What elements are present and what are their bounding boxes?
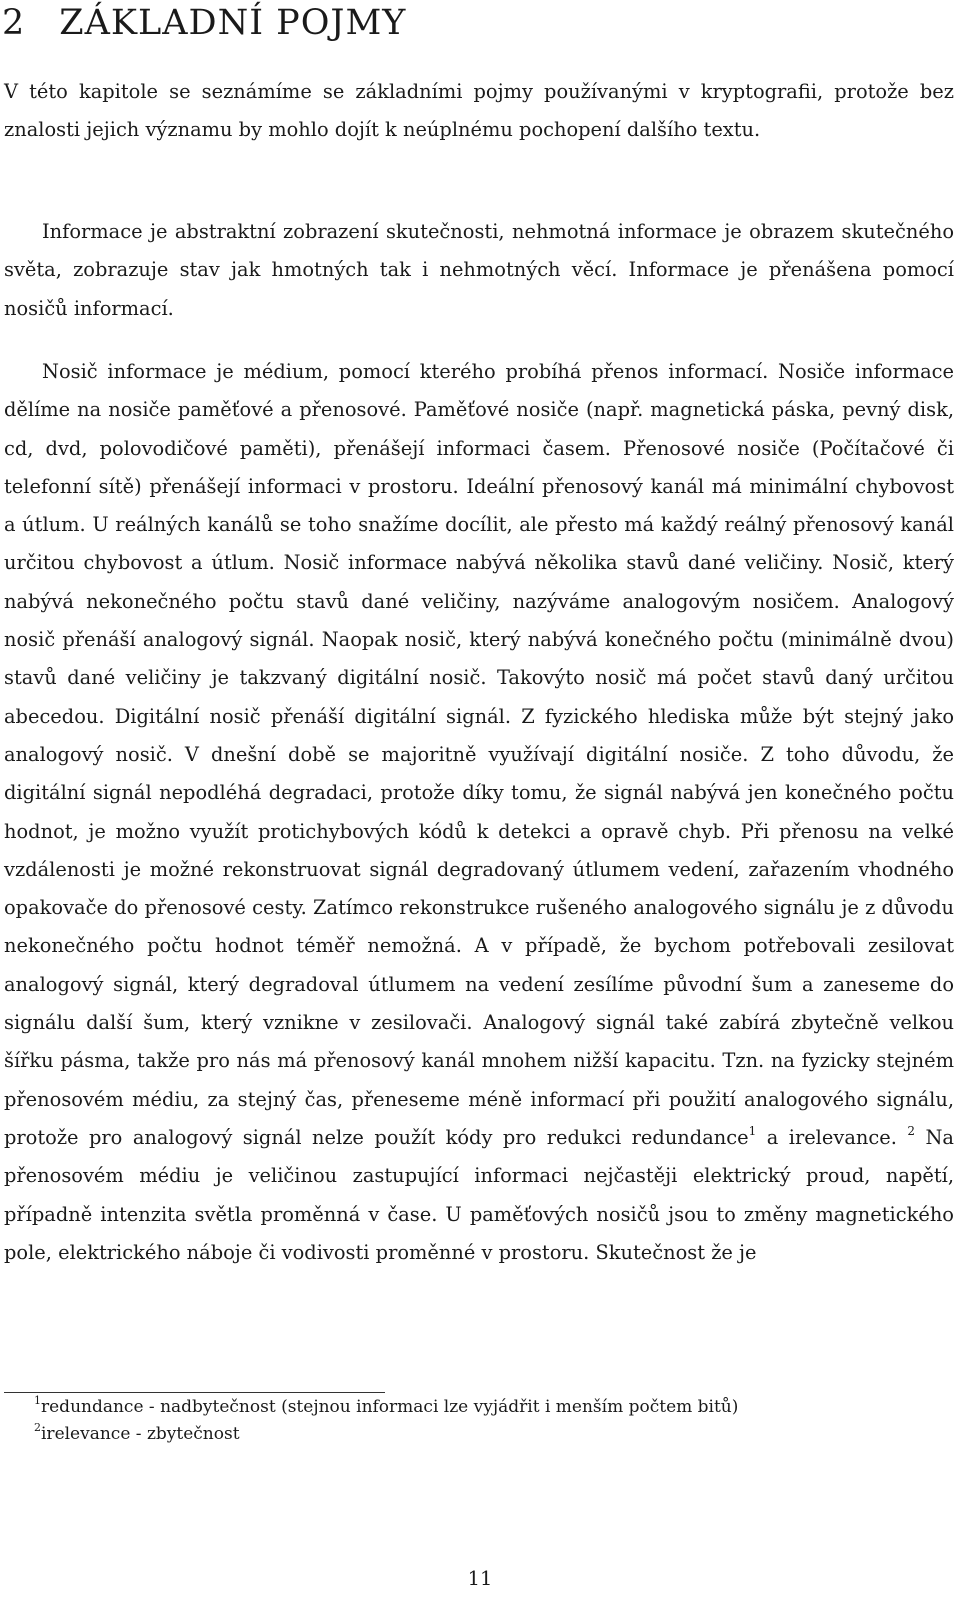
paragraph-intro-text: V této kapitole se seznámíme se základními pojmy používanými v kryptografii, protože bez znalosti jejich významu by mohlo dojít k neúplnému pochopení dalšího textu. [4, 80, 954, 142]
paragraph-information-text: Informace je abstraktní zobrazení skutečnosti, nehmotná informace je obrazem skutečného světa, zobrazuje stav jak hmotných tak i nehmotných věcí. Informace je přenášena pomocí nosičů informací. [4, 220, 954, 320]
paragraph-information [4, 213, 954, 328]
paragraph-carrier-text-3: Na přenosovém médiu je veličinou zastupující informaci nejčastěji elektrický proud, napětí, případně intenzita světla proměnná v čase. U paměťových nosičů jsou to změny magnetického pole, elektrického náboje či vodivosti proměnné v prostoru. Skutečnost že je [4, 1125, 954, 1264]
footnote-1-text: redundance - nadbytečnost (stejnou informaci lze vyjádřit i menším počtem bitů) [41, 1397, 739, 1417]
chapter-number: 2 [2, 3, 26, 43]
footnote-1-marker: 1 [34, 1394, 41, 1407]
footnote-2-marker: 2 [34, 1421, 41, 1434]
paragraph-carrier-text-1: Nosič informace je médium, pomocí kterého probíhá přenos informací. Nosiče informace dělíme na nosiče paměťové a přenosové. Paměťové nosiče (např. magnetická páska, pevný disk, cd, dvd, polovodičové paměti), přenášejí informaci časem. Přenosové nosiče (Počítačové či telefonní sítě) přenášejí informaci v prostoru. Ideální přenosový kanál má minimální chybovost a útlum. U reálných kanálů se toho snažíme docílit, ale přesto má každý reálný přenosový kanál určitou chybovost a útlum. Nosič informace nabývá několika stavů dané veličiny. Nosič, který nabývá nekonečného počtu stavů dané veličiny, nazýváme analogovým nosičem. Analogový nosič přenáší analogový signál. Naopak nosič, který nabývá konečného počtu (minimálně dvou) stavů dané veličiny je takzvaný digitální nosič. Takovýto nosič má počet stavů daný určitou abecedou. Digitální nosič přenáší digitální signál. Z fyzického hlediska může být stejný jako analogový nosič. V dnešní době se majoritně využívají digitální nosiče. Z toho důvodu, že digitální signál nepodléhá degradaci, protože díky tomu, že signál nabývá jen konečného počtu hodnot, je možno využít protichybových kódů k detekci a opravě chyb. Při přenosu na velké vzdálenosti je možné rekonstruovat signál degradovaný útlumem vedení, zařazením vhodného opakovače do přenosové cesty. Zatímco rekonstrukce rušeného analogového signálu je z důvodu nekonečného počtu hodnot téměř nemožná. A v případě, že bychom potřebovali zesilovat analogový signál, který degradoval útlumem na vedení zesílíme původní šum a zaneseme do signálu další šum, který vznikne v zesilovači. Analogový signál také zabírá zbytečně velkou šířku pásma, takže pro nás má přenosový kanál mnohem nižší kapacitu. Tzn. na fyzicky stejném přenosovém médiu, za stejný čas, přeneseme méně informací při použití analogového signálu, protože pro analogový signál nelze použít kódy pro redukci redundance [4, 360, 954, 1149]
footnote-2 [34, 1421, 240, 1447]
footnote-marker-1[interactable]: 1 [748, 1123, 757, 1138]
footnote-2-text: irelevance - zbytečnost [41, 1424, 240, 1444]
paragraph-carrier-text-2: a irelevance. [756, 1125, 908, 1149]
footnote-separator [4, 1392, 385, 1393]
chapter-title: ZÁKLADNÍ POJMY [59, 3, 407, 43]
footnote-marker-2[interactable]: 2 [907, 1123, 915, 1138]
chapter-heading [2, 0, 406, 46]
footnote-1 [34, 1394, 738, 1420]
paragraph-carrier [4, 353, 954, 1272]
page-number: 11 [467, 1567, 493, 1590]
paragraph-intro [4, 73, 954, 150]
